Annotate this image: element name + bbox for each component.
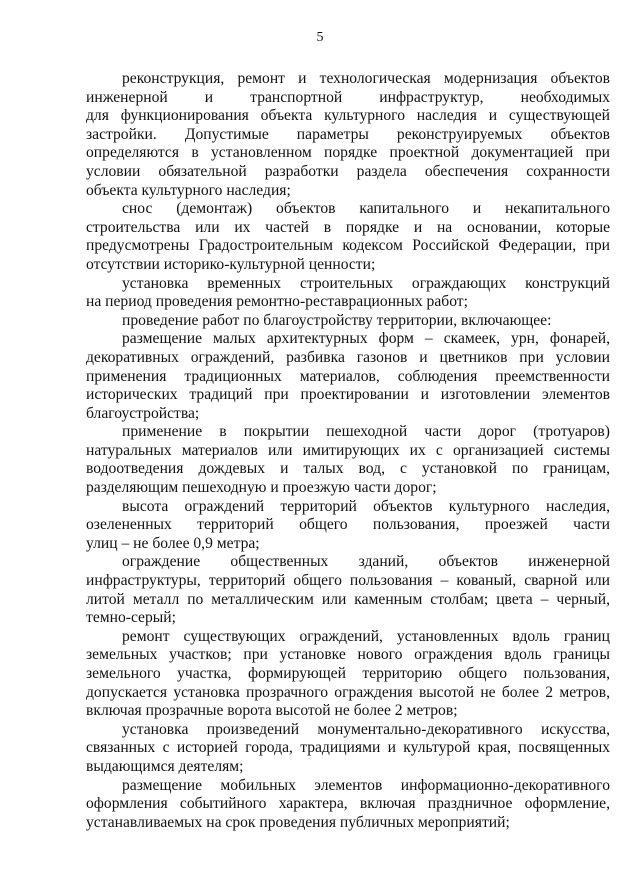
text-line: для функционирования объекта культурного наследия и существующей bbox=[86, 107, 610, 125]
text-line: выдающимся деятелям; bbox=[86, 757, 244, 775]
text-line: снос (демонтаж) объектов капитального и некапитального bbox=[122, 200, 610, 218]
text-line: озелененных территорий общего пользования, проезжей части bbox=[86, 516, 610, 534]
text-line: разделяющим пешеходную и проезжую части дорог; bbox=[86, 479, 437, 497]
text-line: установка временных строительных ограждающих конструкций bbox=[122, 274, 610, 292]
text-line: объекта культурного наследия; bbox=[86, 181, 291, 199]
text-line: инженерной и транспортной инфраструктур, необходимых bbox=[86, 88, 610, 106]
text-line: застройки. Допустимые параметры реконструируемых объектов bbox=[86, 125, 610, 143]
text-line: исторических традиций при проектировании и изготовлении элементов bbox=[86, 386, 610, 404]
text-line: литой металл по металлическим или каменным столбам; цвета – черный, bbox=[86, 590, 610, 608]
page-number: 5 bbox=[316, 30, 324, 45]
text-line: земельных участков; при установке нового ограждения вдоль границы bbox=[86, 646, 610, 664]
text-line: высота ограждений территорий объектов культурного наследия, bbox=[122, 497, 610, 515]
text-line: включая прозрачные ворота высотой не более 2 метров; bbox=[86, 702, 458, 720]
text-line: реконструкция, ремонт и технологическая модернизация объектов bbox=[122, 70, 610, 87]
paragraph bbox=[86, 330, 610, 423]
text-line: применение в покрытии пешеходной части дорог (тротуаров) bbox=[122, 423, 610, 441]
text-line: декоративных ограждений, разбивка газонов и цветников при условии bbox=[86, 348, 610, 366]
text-line: благоустройства; bbox=[86, 404, 200, 422]
text-line: ремонт существующих ограждений, установленных вдоль границ bbox=[122, 627, 610, 645]
text-line: установка произведений монументально-декоративного искусства, bbox=[122, 720, 610, 738]
paragraph bbox=[86, 70, 610, 200]
document-body bbox=[86, 70, 610, 832]
text-line: на период проведения ремонтно-реставрационных работ; bbox=[86, 293, 468, 311]
text-line: улиц – не более 0,9 метра; bbox=[86, 534, 260, 552]
paragraph bbox=[86, 628, 610, 721]
paragraph bbox=[86, 312, 610, 331]
paragraph bbox=[86, 200, 610, 274]
paragraph bbox=[86, 777, 610, 833]
text-line: проведение работ по благоустройству территории, включающее: bbox=[122, 311, 552, 329]
text-line: размещение малых архитектурных форм – скамеек, урн, фонарей, bbox=[122, 330, 610, 348]
text-line: отсутствии историко-культурной ценности; bbox=[86, 255, 376, 273]
text-line: допускается установка прозрачного ограждения высотой не более 2 метров, bbox=[86, 683, 610, 701]
paragraph bbox=[86, 721, 610, 777]
text-line: инфраструктуры, территорий общего пользования – кованый, сварной или bbox=[86, 572, 610, 590]
text-line: водоотведения дождевых и талых вод, с установкой по границам, bbox=[86, 460, 610, 478]
text-line: применения традиционных материалов, соблюдения преемственности bbox=[86, 367, 610, 385]
paragraph bbox=[86, 553, 610, 627]
paragraph bbox=[86, 423, 610, 497]
text-line: земельного участка, формирующей территорию общего пользования, bbox=[86, 665, 610, 682]
text-line: условии обязательной разработки раздела обеспечения сохранности bbox=[86, 162, 610, 180]
text-line: темно-серый; bbox=[86, 609, 176, 627]
paragraph bbox=[86, 498, 610, 554]
paragraph bbox=[86, 275, 610, 312]
text-line: размещение мобильных элементов информационно-декоративного bbox=[122, 776, 610, 794]
text-line: ограждение общественных зданий, объектов инженерной bbox=[122, 553, 610, 571]
text-line: устанавливаемых на срок проведения публичных мероприятий; bbox=[86, 813, 510, 831]
text-line: определяются в установленном порядке проектной документацией при bbox=[86, 144, 610, 162]
text-line: предусмотрены Градостроительным кодексом Российской Федерации, при bbox=[86, 237, 610, 255]
text-line: связанных с историей города, традициями и культурой края, посвященных bbox=[86, 739, 610, 757]
text-line: строительства или их частей в порядке и на основании, которые bbox=[86, 218, 610, 236]
text-line: натуральных материалов или имитирующих их с организацией системы bbox=[86, 441, 610, 459]
text-line: оформления событийного характера, включая праздничное оформление, bbox=[86, 795, 610, 813]
